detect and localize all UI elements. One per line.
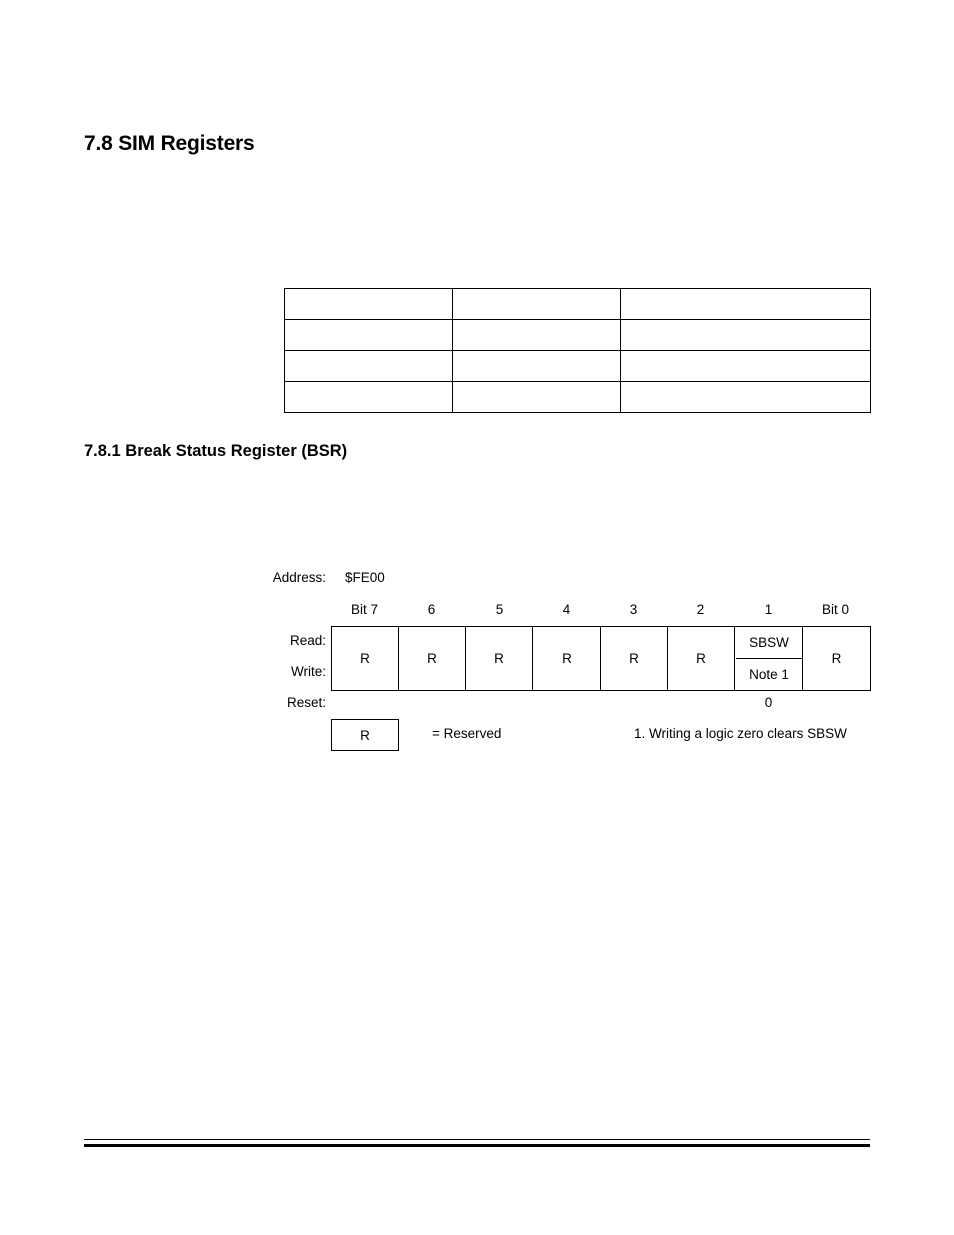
subsection-title: 7.8.1 Break Status Register (BSR) bbox=[84, 442, 348, 460]
footer-rule-thick bbox=[84, 1144, 870, 1147]
bit-number: 2 bbox=[696, 602, 705, 617]
read-label: Read: bbox=[289, 633, 326, 648]
reset-label: Reset: bbox=[286, 695, 326, 710]
bit-number: 3 bbox=[629, 602, 638, 617]
table-cell bbox=[453, 289, 621, 320]
bit-number: 4 bbox=[562, 602, 571, 617]
table-row bbox=[285, 382, 871, 413]
table-cell bbox=[285, 351, 453, 382]
table-cell bbox=[621, 351, 871, 382]
table-cell bbox=[285, 320, 453, 351]
register-note: 1. Writing a logic zero clears SBSW bbox=[634, 726, 847, 741]
bit4-cell: R bbox=[534, 627, 601, 690]
bit-number: Bit 0 bbox=[821, 602, 849, 617]
reserved-legend-box: R bbox=[331, 719, 399, 751]
write-label: Write: bbox=[290, 664, 326, 679]
table-cell bbox=[621, 382, 871, 413]
address-value: $FE00 bbox=[345, 570, 385, 585]
bit6-cell: R bbox=[399, 627, 466, 690]
bit0-cell: R bbox=[831, 651, 842, 666]
bit7-cell: R bbox=[332, 627, 399, 690]
reserved-legend-text: = Reserved bbox=[432, 726, 502, 741]
bit-number: 5 bbox=[495, 602, 504, 617]
summary-table bbox=[284, 288, 871, 413]
bit-number: 1 bbox=[764, 602, 773, 617]
bit1-reset-value: 0 bbox=[764, 695, 773, 710]
section-title: 7.8 SIM Registers bbox=[84, 132, 255, 155]
table-cell bbox=[285, 382, 453, 413]
table-row bbox=[285, 351, 871, 382]
footer-rule-thin bbox=[84, 1139, 870, 1140]
table-cell bbox=[621, 320, 871, 351]
bit2-cell: R bbox=[668, 627, 735, 690]
bit1-read-cell: SBSW bbox=[736, 627, 803, 659]
table-cell bbox=[453, 320, 621, 351]
bit3-cell: R bbox=[601, 627, 668, 690]
bit-number: 6 bbox=[427, 602, 436, 617]
table-cell bbox=[285, 289, 453, 320]
bit-number: Bit 7 bbox=[350, 602, 378, 617]
table-cell bbox=[453, 351, 621, 382]
table-row bbox=[285, 289, 871, 320]
bit5-cell: R bbox=[466, 627, 533, 690]
address-label: Address: bbox=[272, 570, 326, 585]
table-cell bbox=[621, 289, 871, 320]
register-bits bbox=[331, 626, 871, 691]
bit1-write-cell: Note 1 bbox=[736, 659, 803, 690]
table-row bbox=[285, 320, 871, 351]
table-cell bbox=[453, 382, 621, 413]
